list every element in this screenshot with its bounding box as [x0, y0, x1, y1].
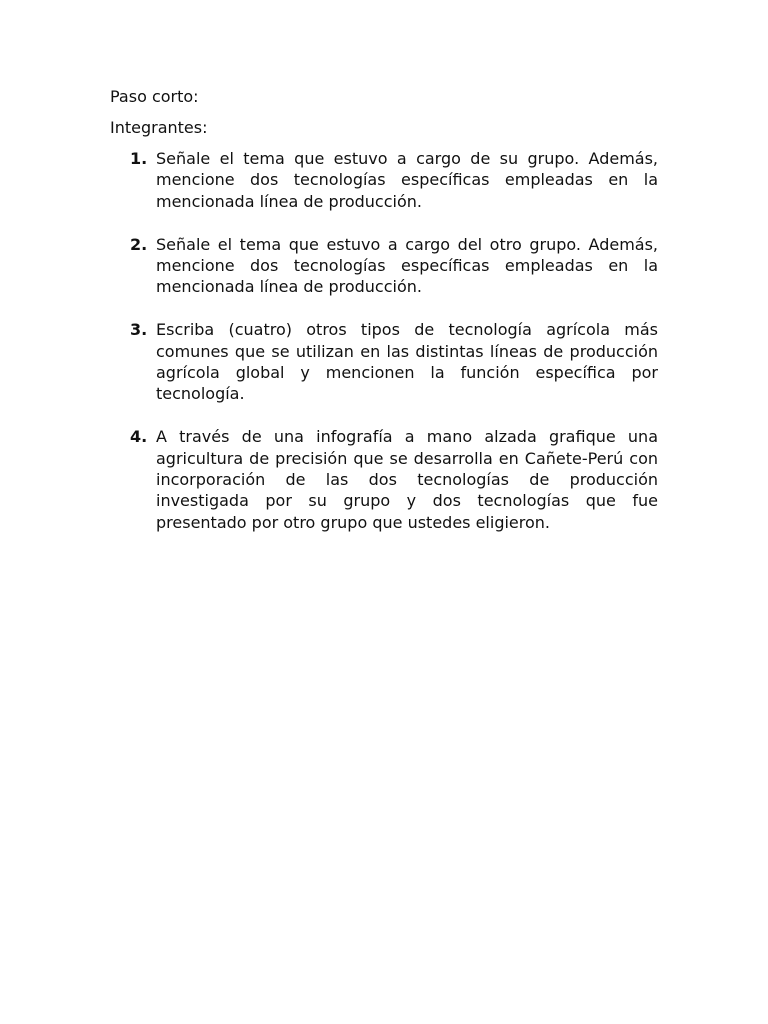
integrantes-label: Integrantes:	[110, 118, 208, 137]
question-text: A través de una infografía a mano alzada grafique una agricultura de precisión que se desarrolla en Cañete-Perú con incorporación de las dos tecnologías de producción investigada por su grupo y dos tecnologías que fue presentado por otro grupo que ustedes eligieron.	[156, 427, 658, 532]
question-text: Señale el tema que estuvo a cargo de su grupo. Además, mencione dos tecnologías específicas empleadas en la mencionada línea de producción.	[156, 149, 658, 211]
question-number: 1.	[130, 149, 148, 168]
question-number: 2.	[130, 234, 148, 254]
question-item-1	[110, 148, 658, 212]
question-list	[110, 148, 658, 533]
question-number: 4.	[130, 427, 148, 447]
paso-corto-label: Paso corto:	[110, 87, 199, 106]
question-text: Escriba (cuatro) otros tipos de tecnología agrícola más comunes que se utilizan en las distintas líneas de producción agrícola global y mencionen la función específica por tecnología.	[156, 320, 658, 404]
question-item-3	[110, 319, 658, 405]
question-item-2	[110, 234, 658, 298]
question-item-4	[110, 426, 658, 533]
question-number: 3.	[130, 320, 148, 340]
question-text: Señale el tema que estuvo a cargo del otro grupo. Además, mencione dos tecnologías específicas empleadas en la mencionada línea de producción.	[156, 234, 658, 297]
